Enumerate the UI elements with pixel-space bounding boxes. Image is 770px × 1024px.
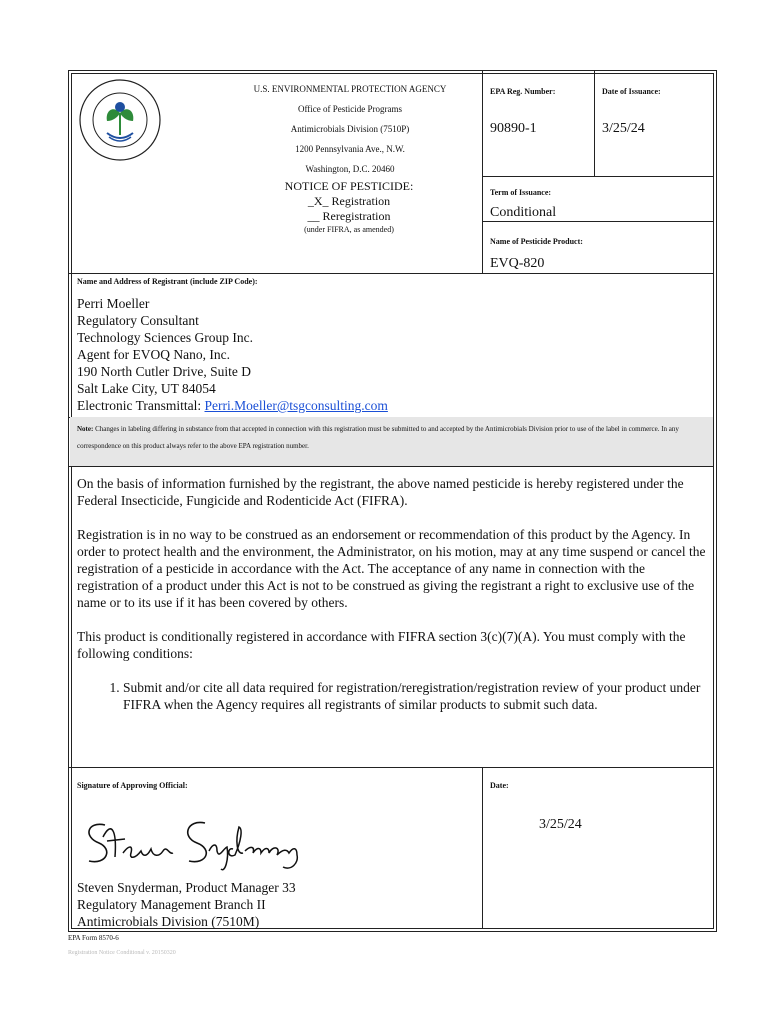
body-paragraph: Registration is in no way to be construed as an endorsement or recommendation of this product by the Agency. In order to protect health and the environment, the Administrator, on his motion, may at any time suspend or cancel the registration of a pesticide in accordance with the Act. The acceptance of any name in connection with the registration of a product under this Act is not to be construed as giving the registrant a right to exclusive use of the name or to its use if it has been covered by others. — [77, 527, 706, 610]
divider — [482, 767, 483, 929]
registration-body — [77, 475, 709, 713]
reg-number-value: 90890-1 — [490, 121, 537, 136]
official-line: Steven Snyderman, Product Manager 33 — [77, 880, 296, 895]
epa-seal-icon — [77, 77, 163, 163]
agency-street: 1200 Pennsylvania Ave., N.W. — [295, 144, 405, 154]
product-name-label: Name of Pesticide Product: — [490, 237, 583, 246]
divider — [482, 71, 483, 273]
registrant-email-link[interactable]: Perri.Moeller@tsgconsulting.com — [204, 398, 388, 413]
issuance-date-label: Date of Issuance: — [602, 87, 661, 96]
registrant-line: Regulatory Consultant — [77, 313, 199, 328]
agency-office: Office of Pesticide Programs — [297, 104, 403, 114]
labeling-note — [70, 417, 713, 466]
term-label: Term of Issuance: — [490, 188, 552, 197]
condition-item: 1. Submit and/or cite all data required for registration/reregistration/registration review of your product under FIFRA when the Agency requires all registrants of similar products to submit such data. — [123, 679, 709, 713]
notice-under: (under FIFRA, as amended) — [304, 225, 394, 234]
transmittal-prefix: Electronic Transmittal: — [77, 398, 205, 413]
issuance-date-value: 3/25/24 — [602, 121, 645, 136]
note-text: Changes in labeling differing in substance from that accepted in connection with this registration must be submitted to and accepted by the Antimicrobials Division prior to use of the label in commerce. In any correspondence on this product always refer to the above EPA registration number. — [77, 425, 679, 450]
agency-city: Washington, D.C. 20460 — [305, 164, 395, 174]
divider — [69, 767, 714, 768]
notice-option-reregistration: __ Reregistration — [307, 209, 391, 223]
epa-registration-form — [68, 70, 717, 932]
divider — [69, 273, 714, 274]
registrant-label: Name and Address of Registrant (include ZIP Code): — [77, 277, 258, 286]
divider — [482, 221, 714, 222]
registrant-line: Technology Sciences Group Inc. — [77, 330, 254, 345]
electronic-transmittal — [77, 397, 388, 414]
notice-title: NOTICE OF PESTICIDE: — [284, 179, 414, 193]
conditions-list — [77, 679, 709, 713]
term-value: Conditional — [490, 205, 557, 220]
registrant-line: 190 North Cutler Drive, Suite D — [77, 364, 251, 379]
official-line: Antimicrobials Division (7510M) — [77, 914, 260, 929]
reg-number-label: EPA Reg. Number: — [490, 87, 556, 96]
official-line: Regulatory Management Branch II — [77, 897, 266, 912]
date-label: Date: — [490, 781, 509, 790]
registrant-line: Perri Moeller — [77, 296, 150, 311]
body-paragraph: This product is conditionally registered in accordance with FIFRA section 3(c)(7)(A). You must comply with the following conditions: — [77, 629, 686, 661]
registrant-address — [77, 295, 388, 414]
notice-option-registration: _X_ Registration — [307, 194, 391, 208]
agency-name: U.S. ENVIRONMENTAL PROTECTION AGENCY — [253, 84, 447, 94]
product-name-value: EVQ-820 — [490, 256, 545, 271]
divider — [482, 176, 714, 177]
agency-division: Antimicrobials Division (7510P) — [290, 124, 410, 134]
notice-block — [249, 179, 449, 236]
approving-official — [77, 879, 296, 930]
note-prefix: Note: — [77, 425, 94, 433]
body-paragraph: On the basis of information furnished by the registrant, the above named pesticide is hereby registered under the Federal Insecticide, Fungicide and Rodenticide Act (FIFRA). — [77, 476, 684, 508]
signature-image — [77, 811, 317, 877]
form-version: Registration Notice Conditional v. 20150320 — [68, 950, 176, 956]
signature-label: Signature of Approving Official: — [77, 781, 188, 790]
divider — [594, 71, 595, 176]
form-number: EPA Form 8570-6 — [68, 934, 119, 942]
registrant-line: Salt Lake City, UT 84054 — [77, 381, 216, 396]
registrant-line: Agent for EVOQ Nano, Inc. — [77, 347, 230, 362]
divider — [69, 466, 714, 467]
sign-date-value: 3/25/24 — [539, 817, 582, 832]
